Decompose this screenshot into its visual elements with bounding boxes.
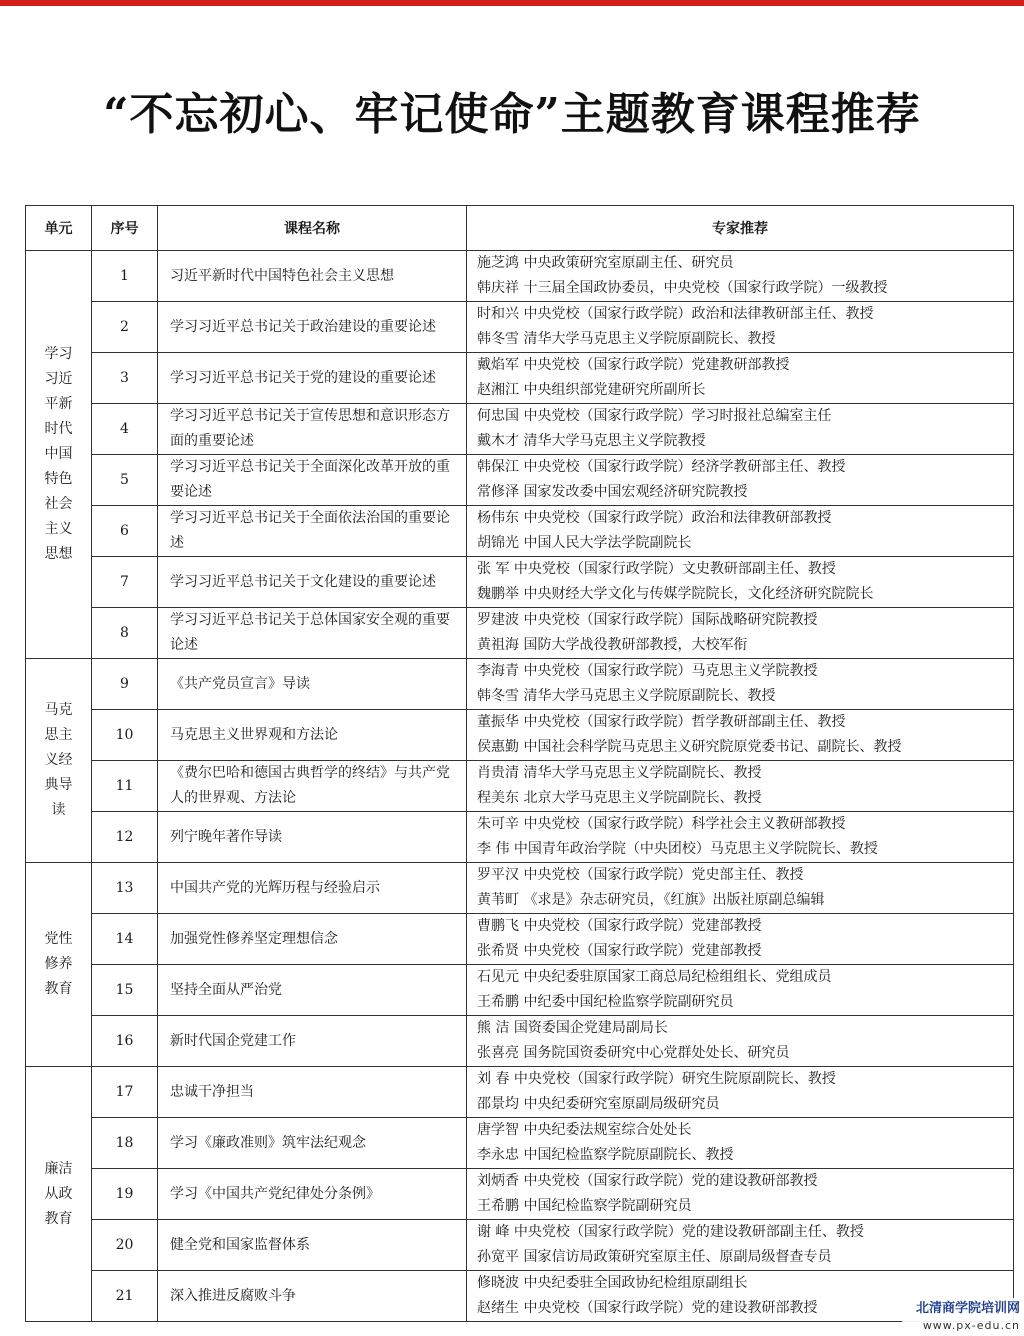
course-name: 深入推进反腐败斗争 bbox=[158, 1271, 467, 1322]
expert-recommendation: 韩庆祥 十三届全国政协委员，中央党校（国家行政学院）一级教授 bbox=[477, 280, 888, 296]
expert-recommendation: 李永忠 中国纪检监察学院原副院长、教授 bbox=[477, 1147, 734, 1163]
unit-cell bbox=[26, 1067, 92, 1322]
table-row bbox=[26, 659, 1014, 710]
course-number: 10 bbox=[92, 710, 158, 761]
course-name: 学习习近平总书记关于政治建设的重要论述 bbox=[158, 302, 467, 353]
expert-recommendation: 魏鹏举 中央财经大学文化与传媒学院院长，文化经济研究院院长 bbox=[477, 586, 874, 602]
course-number: 15 bbox=[92, 965, 158, 1016]
expert-cell bbox=[467, 659, 1014, 710]
table-row bbox=[26, 404, 1014, 455]
expert-recommendation: 程美东 北京大学马克思主义学院副院长、教授 bbox=[477, 790, 762, 806]
table-row bbox=[26, 1118, 1014, 1169]
expert-recommendation: 胡锦光 中国人民大学法学院副院长 bbox=[477, 535, 692, 551]
table-row bbox=[26, 1271, 1014, 1322]
watermark-site-url: www.px-edu.cn bbox=[922, 1319, 1020, 1332]
expert-recommendation: 时和兴 中央党校（国家行政学院）政治和法律教研部主任、教授 bbox=[477, 306, 874, 322]
unit-label: 党性修养教育 bbox=[44, 931, 73, 997]
unit-label: 马克思主义经典导读 bbox=[44, 702, 73, 818]
expert-recommendation: 何忠国 中央党校（国家行政学院）学习时报社总编室主任 bbox=[477, 408, 832, 424]
course-name: 《共产党员宣言》导读 bbox=[158, 659, 467, 710]
course-name: 中国共产党的光辉历程与经验启示 bbox=[158, 863, 467, 914]
table-row bbox=[26, 608, 1014, 659]
unit-cell bbox=[26, 863, 92, 1067]
expert-cell bbox=[467, 812, 1014, 863]
course-name: 学习习近平总书记关于全面依法治国的重要论述 bbox=[158, 506, 467, 557]
table-row bbox=[26, 455, 1014, 506]
expert-recommendation: 侯惠勤 中国社会科学院马克思主义研究院原党委书记、副院长、教授 bbox=[477, 739, 902, 755]
course-name: 学习《廉政准则》筑牢法纪观念 bbox=[158, 1118, 467, 1169]
expert-cell bbox=[467, 914, 1014, 965]
expert-recommendation: 李海青 中央党校（国家行政学院）马克思主义学院教授 bbox=[477, 663, 818, 679]
expert-recommendation: 罗建波 中央党校（国家行政学院）国际战略研究院教授 bbox=[477, 612, 818, 628]
course-name: 列宁晚年著作导读 bbox=[158, 812, 467, 863]
expert-recommendation: 唐学智 中央纪委法规室综合处处长 bbox=[477, 1122, 692, 1138]
unit-cell bbox=[26, 251, 92, 659]
course-number: 14 bbox=[92, 914, 158, 965]
expert-cell bbox=[467, 251, 1014, 302]
expert-cell bbox=[467, 506, 1014, 557]
course-number: 3 bbox=[92, 353, 158, 404]
expert-recommendation: 王希鹏 中国纪检监察学院副研究员 bbox=[477, 1198, 692, 1214]
course-name: 马克思主义世界观和方法论 bbox=[158, 710, 467, 761]
expert-recommendation: 朱可辛 中央党校（国家行政学院）科学社会主义教研部教授 bbox=[477, 816, 846, 832]
table-row bbox=[26, 710, 1014, 761]
course-name: 学习习近平总书记关于全面深化改革开放的重要论述 bbox=[158, 455, 467, 506]
expert-recommendation: 常修泽 国家发改委中国宏观经济研究院教授 bbox=[477, 484, 748, 500]
expert-recommendation: 张喜亮 国务院国资委研究中心党群处处长、研究员 bbox=[477, 1045, 790, 1061]
expert-cell bbox=[467, 455, 1014, 506]
header-name: 课程名称 bbox=[158, 206, 467, 251]
expert-recommendation: 施芝鸿 中央政策研究室原副主任、研究员 bbox=[477, 255, 734, 271]
expert-cell bbox=[467, 863, 1014, 914]
expert-recommendation: 赵绪生 中央党校（国家行政学院）党的建设教研部教授 bbox=[477, 1300, 818, 1316]
table-row bbox=[26, 812, 1014, 863]
header-num: 序号 bbox=[92, 206, 158, 251]
expert-recommendation: 赵湘江 中央组织部党建研究所副所长 bbox=[477, 382, 706, 398]
expert-recommendation: 王希鹏 中纪委中国纪检监察学院副研究员 bbox=[477, 994, 734, 1010]
top-accent-bar bbox=[0, 0, 1024, 6]
course-number: 13 bbox=[92, 863, 158, 914]
course-number: 18 bbox=[92, 1118, 158, 1169]
course-number: 11 bbox=[92, 761, 158, 812]
expert-recommendation: 刘 春 中央党校（国家行政学院）研究生院原副院长、教授 bbox=[477, 1071, 836, 1087]
course-name: 习近平新时代中国特色社会主义思想 bbox=[158, 251, 467, 302]
course-number: 6 bbox=[92, 506, 158, 557]
course-number: 9 bbox=[92, 659, 158, 710]
expert-recommendation: 谢 峰 中央党校（国家行政学院）党的建设教研部副主任、教授 bbox=[477, 1224, 864, 1240]
expert-recommendation: 韩冬雪 清华大学马克思主义学院原副院长、教授 bbox=[477, 688, 776, 704]
expert-recommendation: 熊 洁 国资委国企党建局副局长 bbox=[477, 1020, 668, 1036]
table-row bbox=[26, 1169, 1014, 1220]
course-number: 7 bbox=[92, 557, 158, 608]
expert-recommendation: 韩保江 中央党校（国家行政学院）经济学教研部主任、教授 bbox=[477, 459, 846, 475]
expert-recommendation: 肖贵清 清华大学马克思主义学院副院长、教授 bbox=[477, 765, 762, 781]
expert-recommendation: 罗平汉 中央党校（国家行政学院）党史部主任、教授 bbox=[477, 867, 804, 883]
expert-recommendation: 黄苇町 《求是》杂志研究员，《红旗》出版社原副总编辑 bbox=[477, 892, 825, 908]
course-number: 5 bbox=[92, 455, 158, 506]
header-experts: 专家推荐 bbox=[467, 206, 1014, 251]
expert-cell bbox=[467, 608, 1014, 659]
course-name: 健全党和国家监督体系 bbox=[158, 1220, 467, 1271]
course-name: 学习习近平总书记关于宣传思想和意识形态方面的重要论述 bbox=[158, 404, 467, 455]
expert-recommendation: 张 军 中央党校（国家行政学院）文史教研部副主任、教授 bbox=[477, 561, 836, 577]
expert-cell bbox=[467, 710, 1014, 761]
expert-recommendation: 曹鹏飞 中央党校（国家行政学院）党建部教授 bbox=[477, 918, 762, 934]
expert-recommendation: 杨伟东 中央党校（国家行政学院）政治和法律教研部教授 bbox=[477, 510, 832, 526]
table-row bbox=[26, 251, 1014, 302]
table-row bbox=[26, 914, 1014, 965]
expert-recommendation: 孙宽平 国家信访局政策研究室原主任、原副局级督查专员 bbox=[477, 1249, 832, 1265]
course-name: 学习《中国共产党纪律处分条例》 bbox=[158, 1169, 467, 1220]
course-number: 12 bbox=[92, 812, 158, 863]
table-row bbox=[26, 1067, 1014, 1118]
course-number: 21 bbox=[92, 1271, 158, 1322]
expert-recommendation: 戴焰军 中央党校（国家行政学院）党建教研部教授 bbox=[477, 357, 790, 373]
course-number: 19 bbox=[92, 1169, 158, 1220]
expert-recommendation: 李 伟 中国青年政治学院（中央团校）马克思主义学院院长、教授 bbox=[477, 841, 878, 857]
expert-cell bbox=[467, 302, 1014, 353]
table-row bbox=[26, 1016, 1014, 1067]
course-number: 16 bbox=[92, 1016, 158, 1067]
unit-label: 廉洁从政教育 bbox=[44, 1160, 73, 1227]
course-name: 学习习近平总书记关于总体国家安全观的重要论述 bbox=[158, 608, 467, 659]
course-number: 4 bbox=[92, 404, 158, 455]
expert-cell bbox=[467, 965, 1014, 1016]
unit-cell bbox=[26, 659, 92, 863]
expert-recommendation: 修晓波 中央纪委驻全国政协纪检组原副组长 bbox=[477, 1275, 748, 1291]
course-name: 新时代国企党建工作 bbox=[158, 1016, 467, 1067]
table-row bbox=[26, 863, 1014, 914]
course-table bbox=[25, 205, 1014, 1322]
course-name: 学习习近平总书记关于党的建设的重要论述 bbox=[158, 353, 467, 404]
course-name: 忠诚干净担当 bbox=[158, 1067, 467, 1118]
course-number: 2 bbox=[92, 302, 158, 353]
course-table-body bbox=[26, 251, 1014, 1322]
expert-recommendation: 邵景均 中央纪委研究室原副局级研究员 bbox=[477, 1096, 720, 1112]
expert-cell bbox=[467, 1118, 1014, 1169]
expert-recommendation: 董振华 中央党校（国家行政学院）哲学教研部副主任、教授 bbox=[477, 714, 846, 730]
expert-recommendation: 石见元 中央纪委驻原国家工商总局纪检组组长、党组成员 bbox=[477, 969, 832, 985]
site-watermark bbox=[902, 1298, 1024, 1336]
course-name: 加强党性修养坚定理想信念 bbox=[158, 914, 467, 965]
course-name: 坚持全面从严治党 bbox=[158, 965, 467, 1016]
course-number: 8 bbox=[92, 608, 158, 659]
table-row bbox=[26, 965, 1014, 1016]
course-name: 《费尔巴哈和德国古典哲学的终结》与共产党人的世界观、方法论 bbox=[158, 761, 467, 812]
expert-cell bbox=[467, 761, 1014, 812]
table-header-row bbox=[26, 206, 1014, 251]
table-row bbox=[26, 302, 1014, 353]
expert-cell bbox=[467, 1220, 1014, 1271]
expert-cell bbox=[467, 1067, 1014, 1118]
watermark-site-name: 北清商学院培训网 bbox=[915, 1301, 1020, 1316]
expert-recommendation: 戴木才 清华大学马克思主义学院教授 bbox=[477, 433, 706, 449]
expert-cell bbox=[467, 1169, 1014, 1220]
header-unit: 单元 bbox=[26, 206, 92, 251]
course-number: 1 bbox=[92, 251, 158, 302]
table-row bbox=[26, 506, 1014, 557]
course-name: 学习习近平总书记关于文化建设的重要论述 bbox=[158, 557, 467, 608]
page-title: “不忘初心、牢记使命”主题教育课程推荐 bbox=[103, 89, 921, 140]
expert-recommendation: 刘炳香 中央党校（国家行政学院）党的建设教研部教授 bbox=[477, 1173, 818, 1189]
course-number: 17 bbox=[92, 1067, 158, 1118]
expert-cell bbox=[467, 404, 1014, 455]
expert-recommendation: 黄祖海 国防大学战役教研部教授，大校军衔 bbox=[477, 637, 748, 653]
expert-cell bbox=[467, 1016, 1014, 1067]
expert-recommendation: 韩冬雪 清华大学马克思主义学院原副院长、教授 bbox=[477, 331, 776, 347]
course-number: 20 bbox=[92, 1220, 158, 1271]
table-row bbox=[26, 1220, 1014, 1271]
expert-recommendation: 张希贤 中央党校（国家行政学院）党建部教授 bbox=[477, 943, 762, 959]
expert-cell bbox=[467, 557, 1014, 608]
unit-label: 学习习近平新时代中国特色社会主义思想 bbox=[44, 346, 73, 562]
table-row bbox=[26, 761, 1014, 812]
expert-cell bbox=[467, 353, 1014, 404]
table-row bbox=[26, 557, 1014, 608]
table-row bbox=[26, 353, 1014, 404]
